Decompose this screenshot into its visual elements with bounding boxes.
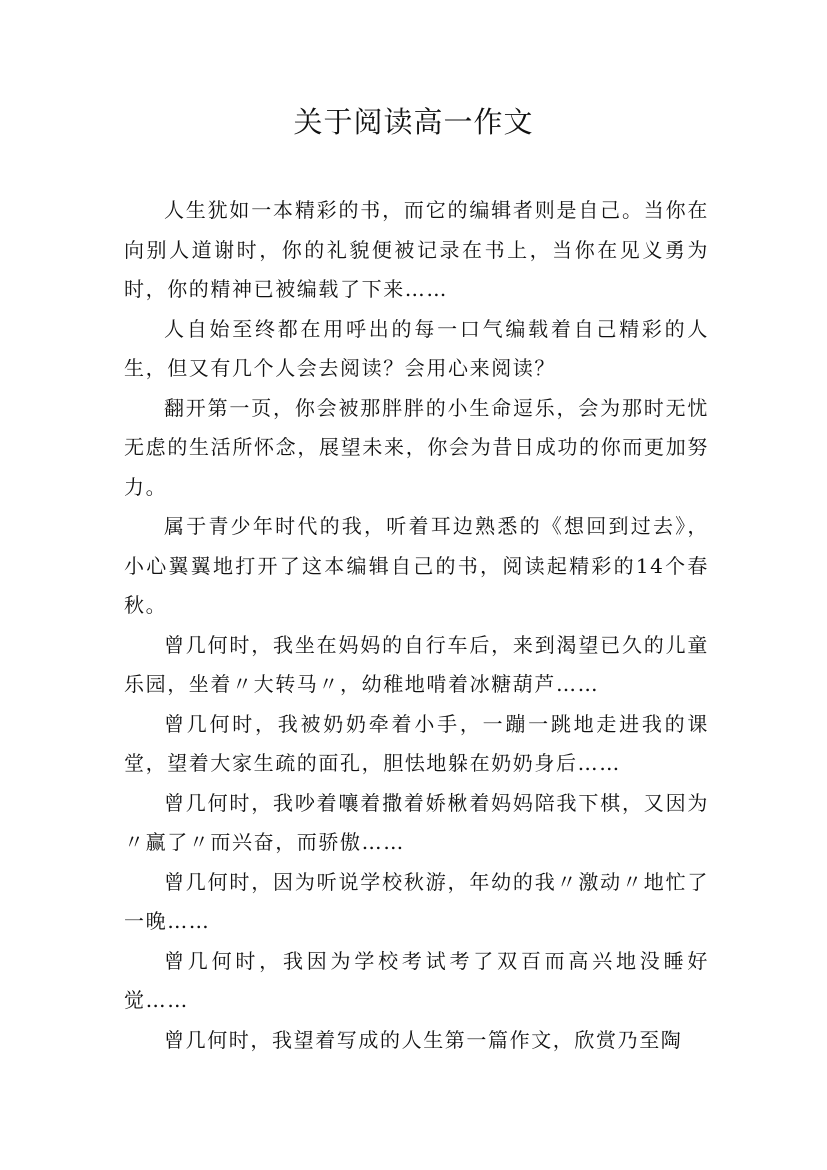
document-title: 关于阅读高一作文 [293, 105, 534, 139]
paragraph: 曾几何时，我吵着嚷着撒着娇楸着妈妈陪我下棋，又因为〃赢了〃而兴奋，而骄傲…… [124, 790, 709, 854]
paragraph: 人生犹如一本精彩的书，而它的编辑者则是自己。当你在向别人道谢时，你的礼貌便被记录在书上，当你在见义勇为时，你的精神已被编载了下来…… [124, 198, 709, 301]
paragraph: 曾几何时，因为听说学校秋游，年幼的我〃激动〃地忙了一晚…… [124, 869, 709, 933]
paragraph: 人自始至终都在用呼出的每一口气编载着自己精彩的人生，但又有几个人会去阅读？会用心来阅读？ [124, 316, 709, 380]
paragraph: 曾几何时，我因为学校考试考了双百而高兴地没睡好觉…… [124, 948, 709, 1012]
paragraph: 翻开第一页，你会被那胖胖的小生命逗乐，会为那时无忧无虑的生活所怀念，展望未来，你会为昔日成功的你而更加努力。 [124, 395, 709, 499]
paragraph: 曾几何时，我望着写成的人生第一篇作文，欣赏乃至陶 [164, 1027, 683, 1052]
paragraph: 曾几何时，我被奶奶牵着小手，一蹦一跳地走进我的课堂，望着大家生疏的面孔，胆怯地躲在奶奶身后…… [124, 711, 709, 775]
paragraph: 曾几何时，我坐在妈妈的自行车后，来到渴望已久的儿童乐园，坐着〃大转马〃，幼稚地啃着冰糖葫芦…… [124, 632, 709, 696]
paragraph: 属于青少年时代的我，听着耳边熟悉的《想回到过去》，小心翼翼地打开了这本编辑自己的书，阅读起精彩的14个春秋。 [124, 514, 709, 617]
document-body [124, 191, 709, 1060]
